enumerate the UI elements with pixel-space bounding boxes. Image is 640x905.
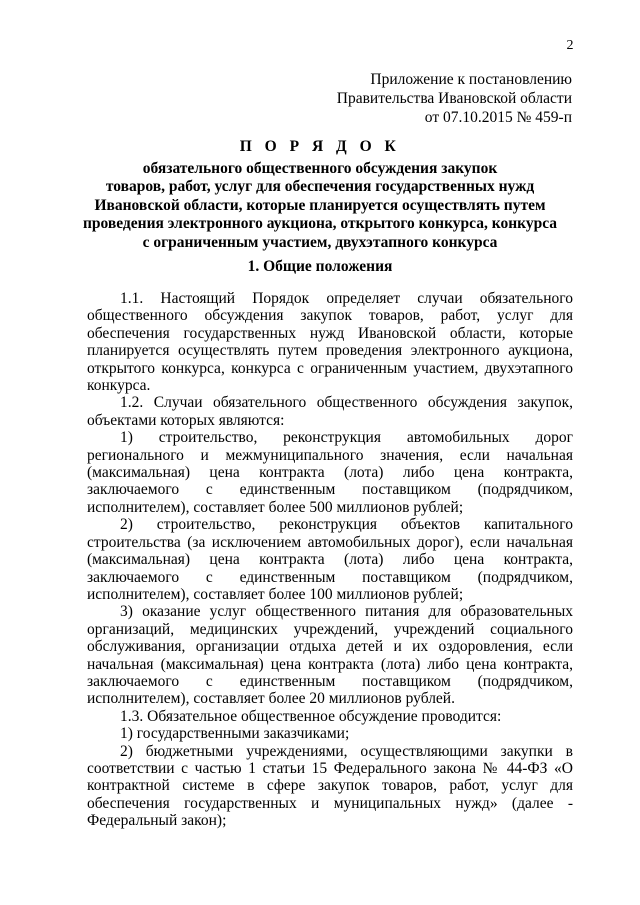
document-title bbox=[60, 138, 580, 252]
appendix-line: Правительства Ивановской области bbox=[336, 90, 572, 107]
paragraph: 1) государственными заказчиками; bbox=[120, 725, 350, 743]
section-heading: 1. Общие положения bbox=[247, 258, 393, 275]
title-line: обязательного общественного обсуждения закупок bbox=[142, 159, 498, 177]
page-number: 2 bbox=[566, 38, 574, 53]
paragraph: 3) оказание услуг общественного питания для образовательных организаций, медицинских учреждений, учреждений социального обслуживания, организации отдыха детей и их оздоровления, если начальная (максимальная) цена контракта (лота) либо цена контракта, заключаемого с единственным поставщиком (подрядчиком, исполнителем), составляет более 20 миллионов рублей. bbox=[87, 603, 573, 708]
appendix-reference bbox=[337, 70, 572, 127]
paragraph: 1.3. Обязательное общественное обсуждение проводится: bbox=[120, 707, 502, 725]
paragraph: 1.1. Настоящий Порядок определяет случаи обязательного общественного обсуждения закупок товаров, работ, услуг для обеспечения государственных нужд Ивановской области, которые планируется осуществлять путем проведения электронного аукциона, открытого конкурса, конкурса с ограниченным участием, двухэтапного конкурса. bbox=[87, 290, 573, 395]
appendix-line: Приложение к постановлению bbox=[370, 71, 572, 88]
title-heading: П О Р Я Д О К bbox=[239, 138, 401, 155]
title-line: Ивановской области, которые планируется осуществлять путем bbox=[94, 196, 546, 214]
title-line: товаров, работ, услуг для обеспечения государственных нужд bbox=[105, 178, 535, 195]
paragraph: 1) строительство, реконструкция автомобильных дорог регионального и межмуниципального значения, если начальная (максимальная) цена контракта (лота) либо цена контракта, заключаемого с единственным поставщиком (подрядчиком, исполнителем), составляет более 500 миллионов рублей; bbox=[87, 429, 573, 516]
paragraph: 2) бюджетными учреждениями, осуществляющими закупки в соответствии с частью 1 статьи 15 Федерального закона № 44-ФЗ «О контрактной системе в сфере закупок товаров, работ, услуг для обеспечения государственных и муниципальных нужд» (далее - Федеральный закон); bbox=[87, 742, 573, 830]
paragraph: 2) строительство, реконструкция объектов капитального строительства (за исключением автомобильных дорог), если начальная (максимальная) цена контракта (лота) либо цена контракта, заключаемого с единственным поставщиком (подрядчиком, исполнителем), составляет более 100 миллионов рублей; bbox=[87, 516, 573, 603]
document-body bbox=[87, 290, 573, 830]
paragraph: 1.2. Случаи обязательного общественного обсуждения закупок, объектами которых являются: bbox=[87, 394, 573, 429]
appendix-line: от 07.10.2015 № 459-п bbox=[424, 109, 572, 126]
title-line: проведения электронного аукциона, открытого конкурса, конкурса bbox=[82, 215, 558, 232]
title-line: с ограниченным участием, двухэтапного конкурса bbox=[142, 233, 498, 251]
